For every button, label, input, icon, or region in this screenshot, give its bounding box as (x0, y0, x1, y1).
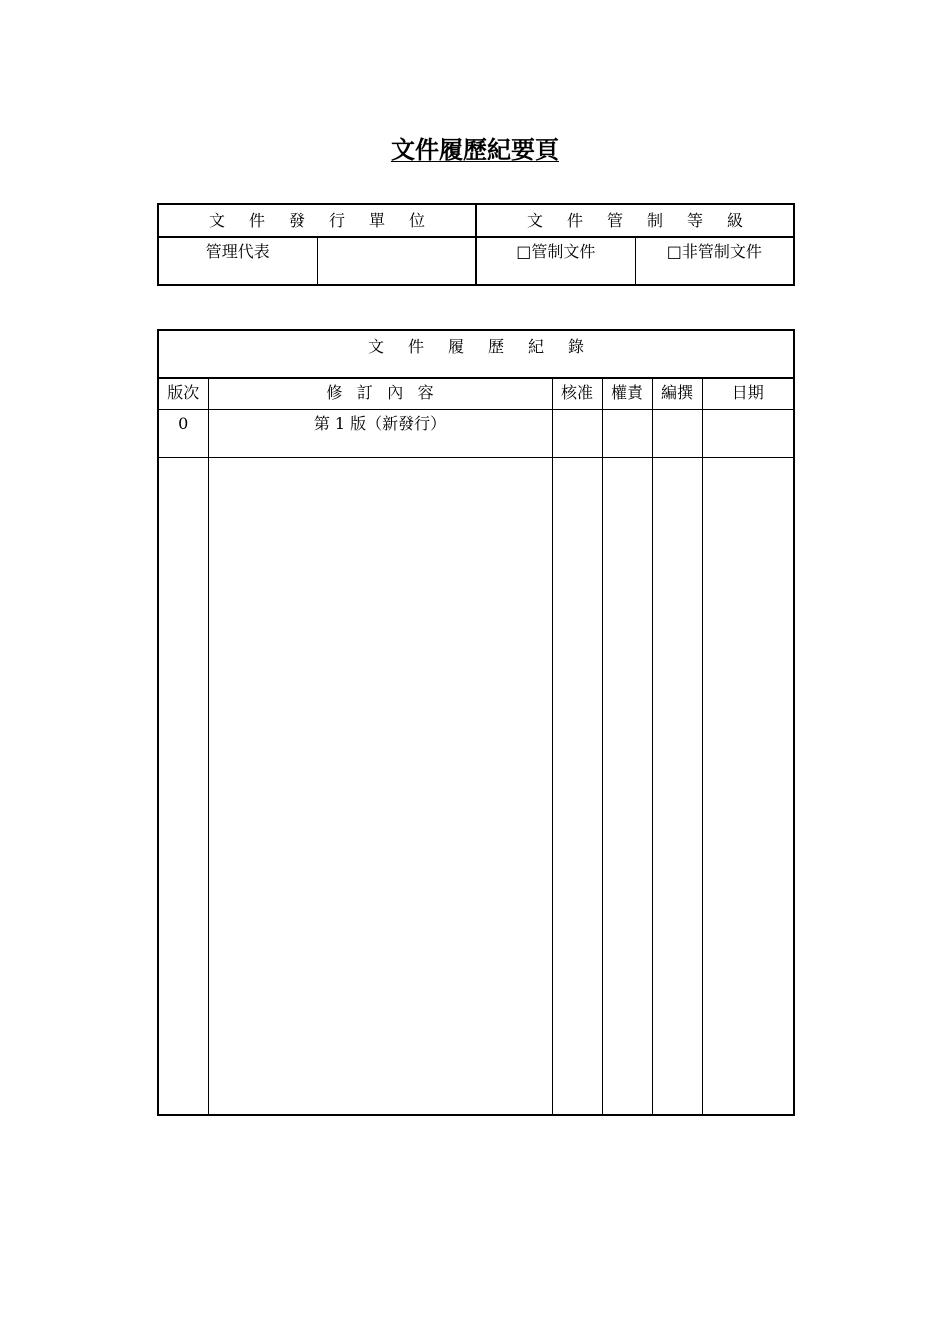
uncontrolled-document-option[interactable]: □非管制文件 (635, 237, 794, 285)
column-header-authority: 權責 (602, 378, 652, 409)
column-header-compile: 編撰 (652, 378, 702, 409)
header-control-level-label: 文件管制等級 (527, 211, 768, 230)
row-approve-cell[interactable] (552, 409, 602, 457)
history-title (158, 330, 794, 378)
column-header-date: 日期 (702, 378, 794, 409)
issuance-header-row (158, 204, 794, 237)
table-row (158, 409, 794, 457)
column-header-content-label: 修訂內容 (326, 383, 448, 402)
row-compile-cell[interactable] (652, 409, 702, 457)
blank-table-row (158, 457, 794, 1115)
header-issuing-unit (158, 204, 476, 237)
row-authority-cell[interactable] (602, 409, 652, 457)
blank-compile-cell[interactable] (652, 457, 702, 1115)
issuance-value-row (158, 237, 794, 285)
blank-content-cell[interactable] (208, 457, 552, 1115)
row-date-cell[interactable] (702, 409, 794, 457)
page-title-text: 文件履歷紀要頁 (391, 135, 559, 164)
column-header-version: 版次 (158, 378, 208, 409)
row-content-cell[interactable]: 第 1 版（新發行） (208, 409, 552, 457)
row-version-cell[interactable]: 0 (158, 409, 208, 457)
history-title-row (158, 330, 794, 378)
history-title-label: 文件履歷紀錄 (368, 337, 609, 356)
issuance-table (157, 203, 795, 286)
header-issuing-unit-label: 文件發行單位 (209, 211, 450, 230)
page-title (0, 133, 950, 167)
column-header-approve: 核准 (552, 378, 602, 409)
controlled-document-option[interactable]: □管制文件 (476, 237, 635, 285)
blank-approve-cell[interactable] (552, 457, 602, 1115)
history-table (157, 329, 795, 1116)
history-header-row (158, 378, 794, 409)
blank-date-cell[interactable] (702, 457, 794, 1115)
blank-version-cell[interactable] (158, 457, 208, 1115)
column-header-content (208, 378, 552, 409)
header-control-level (476, 204, 794, 237)
blank-authority-cell[interactable] (602, 457, 652, 1115)
unit-label-cell: 管理代表 (158, 237, 317, 285)
unit-value-cell[interactable] (317, 237, 476, 285)
